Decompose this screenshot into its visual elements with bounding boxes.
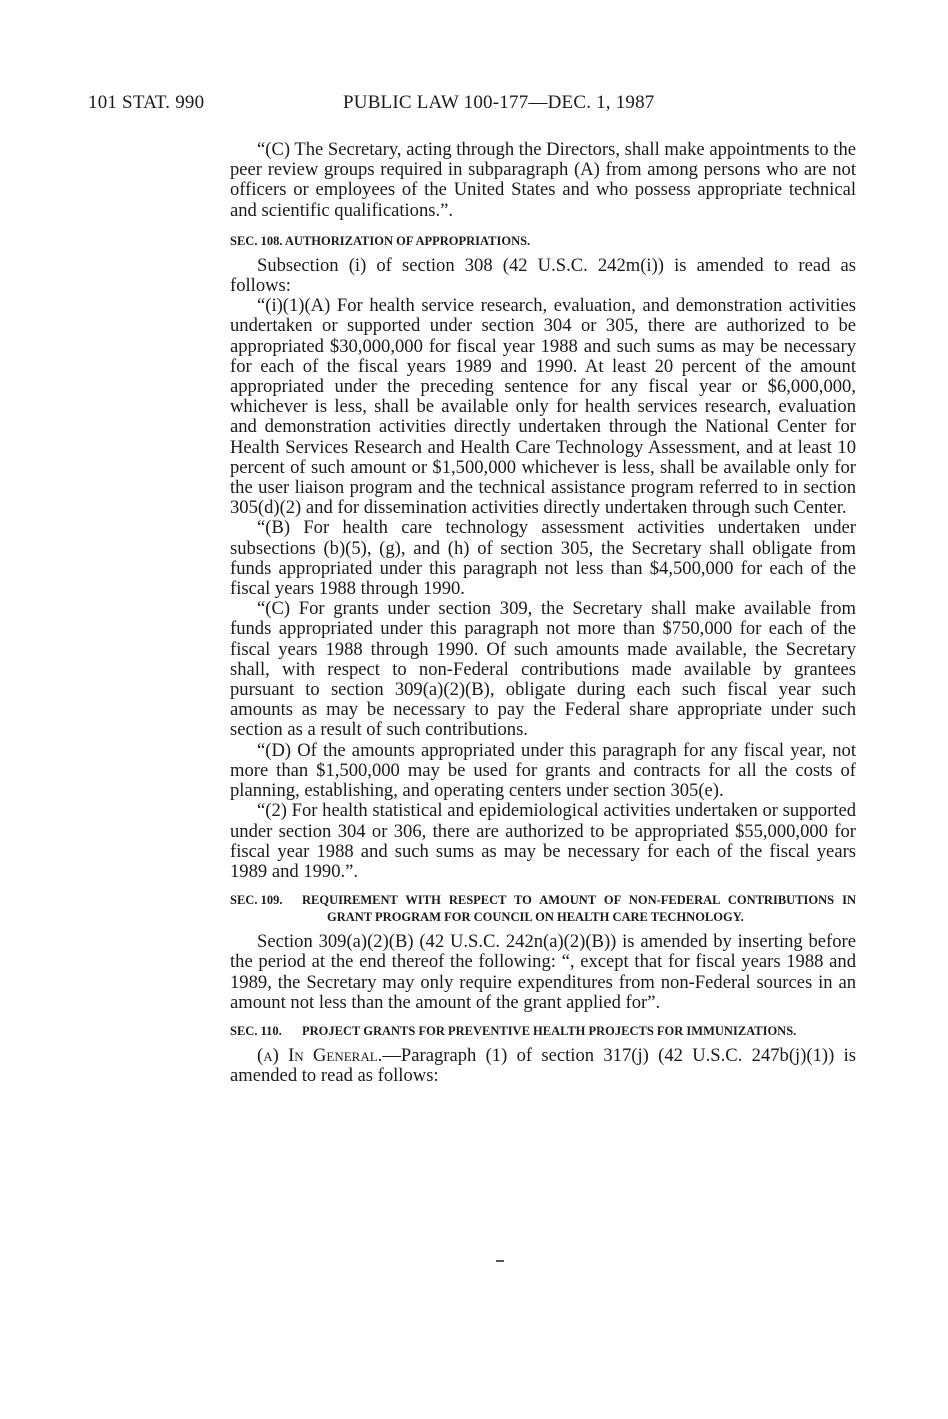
stat-page-number: 101 STAT. 990 [88, 92, 205, 113]
paragraph-peer-review: “(C) The Secretary, acting through the Directors, shall make appointments to the peer review groups required in subparagraph (A) from among persons who are not officers or employees of the United States and who possess appropriate technical and scientific qualifications.”. [230, 139, 856, 221]
paragraph-2: “(2) For health statistical and epidemiological activities undertaken or supported under section 304 or 306, there are authorized to be appropriated $55,000,000 for fiscal year 1988 and such sums as may be necessary for each of the fiscal years 1989 and 1990.”. [230, 800, 856, 882]
page-header [88, 92, 655, 114]
in-general-label: (a) In General. [257, 1044, 383, 1066]
law-title: PUBLIC LAW 100-177—DEC. 1, 1987 [343, 92, 655, 113]
document-body [230, 140, 856, 1086]
paragraph-b: “(B) For health care technology assessment activities undertaken under subsections (b)(5), (g), and (h) of section 305, the Secretary shall obligate from funds appropriated under this paragraph not less than $4,500,000 for each of the fiscal years 1988 through 1990. [230, 517, 856, 600]
paragraph-i-1-a: “(i)(1)(A) For health service research, evaluation, and demonstration activities undertaken or supported under section 304 or 305, there are authorized to be appropriated $30,000,000 for fiscal year 1988 and such sums as may be necessary for each of the fiscal years 1989 and 1990. At least 20 percent of the amount appropriated under the preceding sentence for any fiscal year or $6,000,000, whichever is less, shall be available only for health services research, evaluation and demonstration activities directly undertaken through the National Center for Health Services Research and Health Care Technology Assessment, and at least 10 percent of such amount or $1,500,000 whichever is less, shall be available only for the user liaison program and the technical assistance program referred to in section 305(d)(2) and for dissemination activities directly undertaken through such Center. [230, 295, 856, 519]
paragraph-section-309: Section 309(a)(2)(B) (42 U.S.C. 242n(a)(2)(B)) is amended by inserting before the period at the end thereof the following: “, except that for fiscal years 1988 and 1989, the Secretary may only require expenditures from non-Federal sources in an amount not less than the amount of the grant applied for”. [230, 931, 856, 1013]
section-number: SEC. 110. [230, 1023, 282, 1038]
section-title: AUTHORIZATION OF APPROPRIATIONS. [284, 233, 531, 248]
section-title: PROJECT GRANTS FOR PREVENTIVE HEALTH PROJECTS FOR IMMUNIZATIONS. [302, 1023, 797, 1038]
in-general-text: —Paragraph (1) of section 317(j) (42 U.S.C. 247b(j)(1)) is amended to read as follows: [230, 1044, 856, 1087]
paragraph-d: “(D) Of the amounts appropriated under this paragraph for any fiscal year, not more than $1,500,000 may be used for grants and contracts for all the costs of planning, establishing, and operating centers under section 305(e). [230, 739, 856, 802]
page-mark [496, 1260, 504, 1262]
section-title: REQUIREMENT WITH RESPECT TO AMOUNT OF NON-FEDERAL CONTRIBUTIONS IN GRANT PROGRAM FOR COUNCIL ON HEALTH CARE TECHNOLOGY. [302, 893, 856, 925]
section-number: SEC. 108. [230, 233, 283, 248]
section-heading-110 [230, 1023, 856, 1040]
paragraph-subsection-i: Subsection (i) of section 308 (42 U.S.C. 242m(i)) is amended to read as follows: [230, 254, 856, 297]
section-heading-108 [230, 233, 856, 250]
paragraph-c: “(C) For grants under section 309, the Secretary shall make available from funds appropriated under this paragraph not more than $750,000 for each of the fiscal years 1988 through 1990. Of such amounts made available, the Secretary shall, with respect to non-Federal contributions made available by grantees pursuant to section 309(a)(2)(B), obligate during each such fiscal year such amounts as may be necessary to pay the Federal share appropriate under such section as a result of such contributions. [230, 598, 856, 741]
paragraph-in-general [230, 1046, 856, 1086]
section-number: SEC. 109. [230, 893, 283, 908]
section-heading-109 [230, 892, 856, 926]
